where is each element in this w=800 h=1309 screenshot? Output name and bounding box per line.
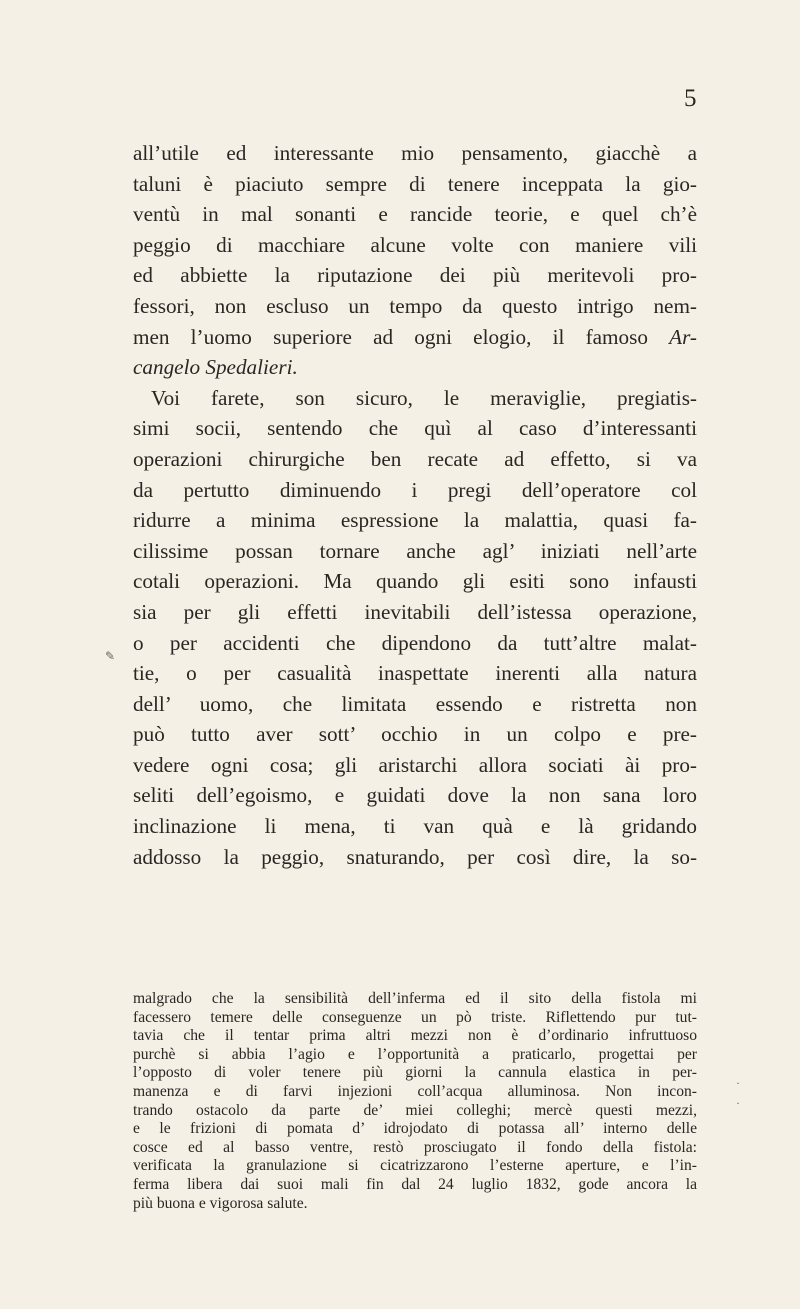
- main-text-line: cilissime possan tornare anche agl’ iniziati nell’arte: [133, 538, 697, 563]
- main-text-line: può tutto aver sott’ occhio in un colpo e pre-: [133, 722, 697, 747]
- main-text-line: dell’ uomo, che limitata essendo e ristretta non: [133, 691, 697, 716]
- footnote-line: ferma libera dai suoi mali fin dal 24 luglio 1832, gode ancora la: [133, 1175, 697, 1193]
- main-text-line: ed abbiette la riputazione dei più meritevoli pro-: [133, 263, 697, 288]
- main-text-line: taluni è piaciuto sempre di tenere inceppata la gio-: [133, 171, 697, 196]
- footnote-line: malgrado che la sensibilità dell’inferma ed il sito della fistola mi: [133, 990, 697, 1007]
- main-text-line: cotali operazioni. Ma quando gli esiti sono infausti: [133, 569, 697, 594]
- footnote-block: [133, 990, 697, 1213]
- main-text-line: o per accidenti che dipendono da tutt’altre malat-: [133, 630, 697, 655]
- italic-author-name-part2: cangelo Spedalieri.: [133, 355, 298, 380]
- main-text-line: sia per gli effetti inevitabili dell’istessa operazione,: [133, 599, 697, 624]
- footnote-line: manenza e di farvi injezioni coll’acqua alluminosa. Non incon-: [133, 1082, 697, 1100]
- main-text-line: ventù in mal sonanti e rancide teorie, e quel ch’è: [133, 202, 697, 227]
- main-text-line: Voi farete, son sicuro, le meraviglie, pregiatis-: [151, 385, 697, 410]
- footnote-line: verificata la granulazione si cicatrizzarono l’esterne aperture, e l’in-: [133, 1157, 697, 1175]
- footnote-line: purchè si abbia l’agio e l’opportunità a praticarlo, progettai per: [133, 1045, 697, 1063]
- main-text-line: fessori, non escluso un tempo da questo intrigo nem-: [133, 293, 697, 318]
- main-text-line: peggio di macchiare alcune volte con maniere vili: [133, 232, 697, 257]
- footnote-line: e le frizioni di pomata d’ idrojodato di potassa all’ interno delle: [133, 1120, 697, 1138]
- main-text-line: tie, o per casualità inaspettate inerenti alla natura: [133, 661, 697, 686]
- print-mark: ✎: [105, 649, 116, 663]
- main-text-line: vedere ogni cosa; gli aristarchi allora sociati ài pro-: [133, 752, 697, 777]
- print-mark: ·: [736, 1096, 740, 1110]
- footnote-line: tavia che il tentar prima altri mezzi non è d’ordinario infruttuoso: [133, 1027, 697, 1045]
- main-text-line: ridurre a minima espressione la malattia, quasi fa-: [133, 508, 697, 533]
- main-text-line: operazioni chirurgiche ben recate ad effetto, si va: [133, 446, 697, 471]
- footnote-line: trando ostacolo da parte de’ miei colleghi; mercè questi mezzi,: [133, 1101, 697, 1119]
- main-text-line: addosso la peggio, snaturando, per così dire, la so-: [133, 844, 697, 869]
- main-text-line: all’utile ed interessante mio pensamento, giacchè a: [133, 141, 697, 165]
- main-text-line: simi socii, sentendo che quì al caso d’interessanti: [133, 416, 697, 441]
- italic-author-name-part2-line: [133, 352, 697, 383]
- page-number: 5: [684, 85, 697, 112]
- footnote-line: facessero temere delle conseguenze un pò triste. Riflettendo pur tut-: [133, 1008, 697, 1026]
- main-text-line-start: men l’uomo superiore ad ogni elogio, il famoso: [133, 324, 670, 349]
- footnote-line: cosce ed al basso ventre, restò prosciugato il fondo della fistola:: [133, 1138, 697, 1156]
- main-text-line: inclinazione li mena, ti van quà e là gridando: [133, 814, 697, 839]
- italic-author-name-part1: Ar-: [669, 324, 697, 349]
- main-text-line: da pertutto diminuendo i pregi dell’operatore col: [133, 477, 697, 502]
- print-mark: ·: [736, 1076, 740, 1090]
- main-text-line-with-name: [133, 322, 697, 353]
- main-text-line: seliti dell’egoismo, e guidati dove la non sana loro: [133, 783, 697, 808]
- footnote-line: più buona e vigorosa salute.: [133, 1194, 308, 1212]
- main-text-block: [133, 138, 697, 872]
- footnote-line: l’opposto di voler tenere più giorni la cannula elastica in per-: [133, 1064, 697, 1082]
